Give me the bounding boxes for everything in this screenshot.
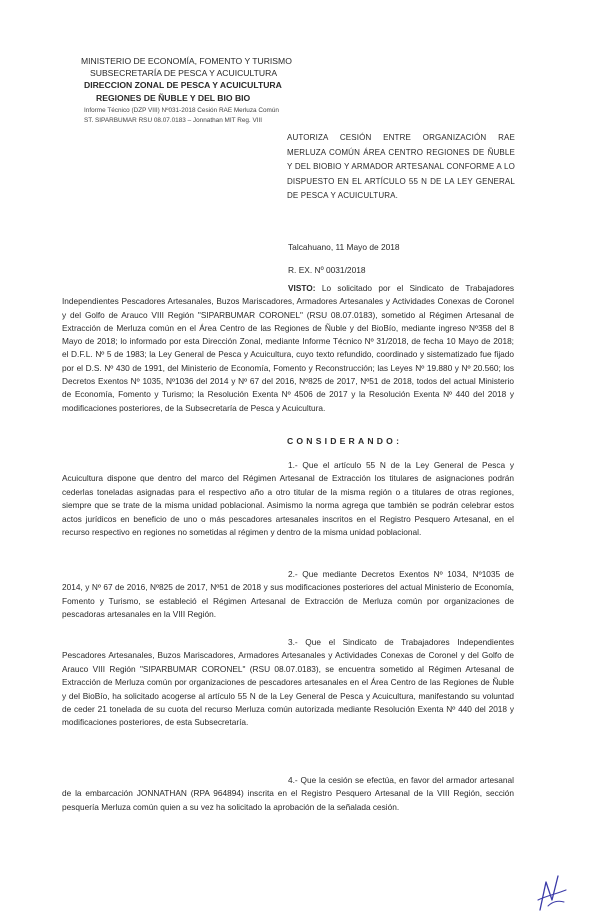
considerando-1-lead: 1.- Que el artículo 55 N de la Ley General de Pesca y [288, 460, 514, 470]
visto-label: VISTO: [288, 283, 316, 293]
resolution-number: R. EX. Nº 0031/2018 [288, 265, 366, 275]
signature-initials-icon [534, 870, 570, 914]
considerando-2-lead: 2.- Que mediante Decretos Exentos Nº 1034, Nº1035 [288, 569, 501, 579]
place-date: Talcahuano, 11 Mayo de 2018 [288, 242, 400, 252]
considerando-3-lead: 3.- Que el Sindicato de Trabajadores Independientes [288, 637, 514, 647]
considerando-2 [62, 568, 514, 622]
header-reference-2: ST. SIPARBUMAR RSU 08.07.0183 – Jonnathan MIT Reg. VIII [84, 117, 263, 124]
considerando-heading: CONSIDERANDO: [287, 436, 403, 446]
considerando-2-text: de 2014, y Nº 67 de 2016, Nº825 de 2017, Nº51 de 2018 y sus modificaciones posteriores del actual Ministerio de Economía, Fomento y Turismo, se estableció el Régimen Artesanal de Extracción de Merluza común por organizaciones de pescadoras artesanales en la VIII Región. [62, 569, 514, 620]
visto-paragraph [62, 282, 514, 415]
considerando-3 [62, 636, 514, 730]
header-subsecretaria: SUBSECRETARÍA DE PESCA Y ACUICULTURA [90, 68, 278, 78]
considerando-3-text: Pescadores Artesanales, Buzos Mariscadores, Armadores Artesanales y Actividades Conexas de Coronel y del Golfo de Arauco VIII Región "SIPARBUMAR CORONEL" (RSU 08.07.0183), se encuentra sometido al Régimen Artesanal de Extracción de Merluza común por organizaciones de pescadores artesanales en el Área Centro de las Regiones de Ñuble y del BioBío, ha solicitado acogerse al artículo 55 N de la Ley General de Pesca y Acuicultura, manifestando su voluntad de ceder 21 tonelada de su cuota del recurso Merluza común autorizada mediante Resolución Exenta Nº 440 del 2018 y modificaciones posteriores, de esta Subsecretaría. [62, 650, 514, 728]
considerando-4 [62, 774, 514, 814]
considerando-4-text: artesanal de la embarcación JONNATHAN (RPA 964894) inscrita en el Registro Pesquero Artesanal de la VIII Región, sección pesquería Merluza común quien a su vez ha solicitado la aprobación de la señalada cesión. [62, 775, 514, 812]
header-reference-1: Informe Técnico (DZP VIII) Nº031-2018 Cesión RAE Merluza Común [84, 107, 279, 114]
header-direccion: DIRECCION ZONAL DE PESCA Y ACUICULTURA [84, 80, 282, 90]
considerando-1 [62, 459, 514, 539]
header-ministry: MINISTERIO DE ECONOMÍA, FOMENTO Y TURISMO [81, 56, 292, 66]
considerando-1-text: Acuicultura dispone que dentro del marco del Régimen Artesanal de Extracción los titulares de asignaciones podrán cederlas toneladas asignadas para el respectivo año a otro titular de la misma región o a titulares de otras regiones, siempre que se trate de la misma unidad poblacional. Asimismo la norma agrega que también se podrán celebrar estos actos jurídicos en beneficio de uno o más pescadores artesanales inscritos en el Registro Pesquero Artesanal, en el recurso respectivo en regiones no sometidas al régimen y dentro de la misma unidad poblacional. [62, 473, 514, 538]
resolution-subject: AUTORIZA CESIÓN ENTRE ORGANIZACIÓN RAE MERLUZA COMÚN ÁREA CENTRO REGIONES DE ÑUBLE Y DEL BIOBIO Y ARMADOR ARTESANAL CONFORME A LO DISPUESTO EN EL ARTÍCULO 55 N DE LA LEY GENERAL DE PESCA Y ACUICULTURA. [287, 133, 515, 201]
header-regiones: REGIONES DE ÑUBLE Y DEL BIO BIO [96, 93, 251, 103]
visto-text: Lo solicitado por el Sindicato de Trabajadores Independientes Pescadores Artesanales, Buzos Mariscadores, Armadores Artesanales y Actividades Conexas de Coronel y del Golfo de Arauco VIII Región "SIPARBUMAR CORONEL" (RSU 08.07.0183), sometido al Régimen Artesanal de Extracción de Merluza común en el Área Centro de las Regiones de Ñuble y del BioBío, mediante ingreso Nº358 del 8 Mayo de 2018; lo informado por esta Dirección Zonal, mediante Informe Técnico Nº 31/2018, de fecha 10 Mayo de 2018; el D.F.L. Nº 5 de 1983; la Ley General de Pesca y Acuicultura, cuyo texto refundido, coordinado y sistematizado fue fijado por el D.S. Nº 430 de 1991, del Ministerio de Economía, Fomento y Reconstrucción; las Leyes Nº 19.880 y Nº 20.560; los Decretos Exentos Nº 1035, Nº1036 del 2014 y Nº 67 del 2016, Nº825 de 2017, Nº51 de 2018, todos del actual Ministerio de Economía, Fomento y Turismo; la Resolución Exenta Nº 4506 de 2017 y la Resolución Exenta Nº 440 del 2018 y modificaciones posteriores, de la Subsecretaría de Pesca y Acuicultura. [62, 283, 514, 413]
considerando-4-lead: 4.- Que la cesión se efectúa, en favor del armador [288, 775, 478, 785]
